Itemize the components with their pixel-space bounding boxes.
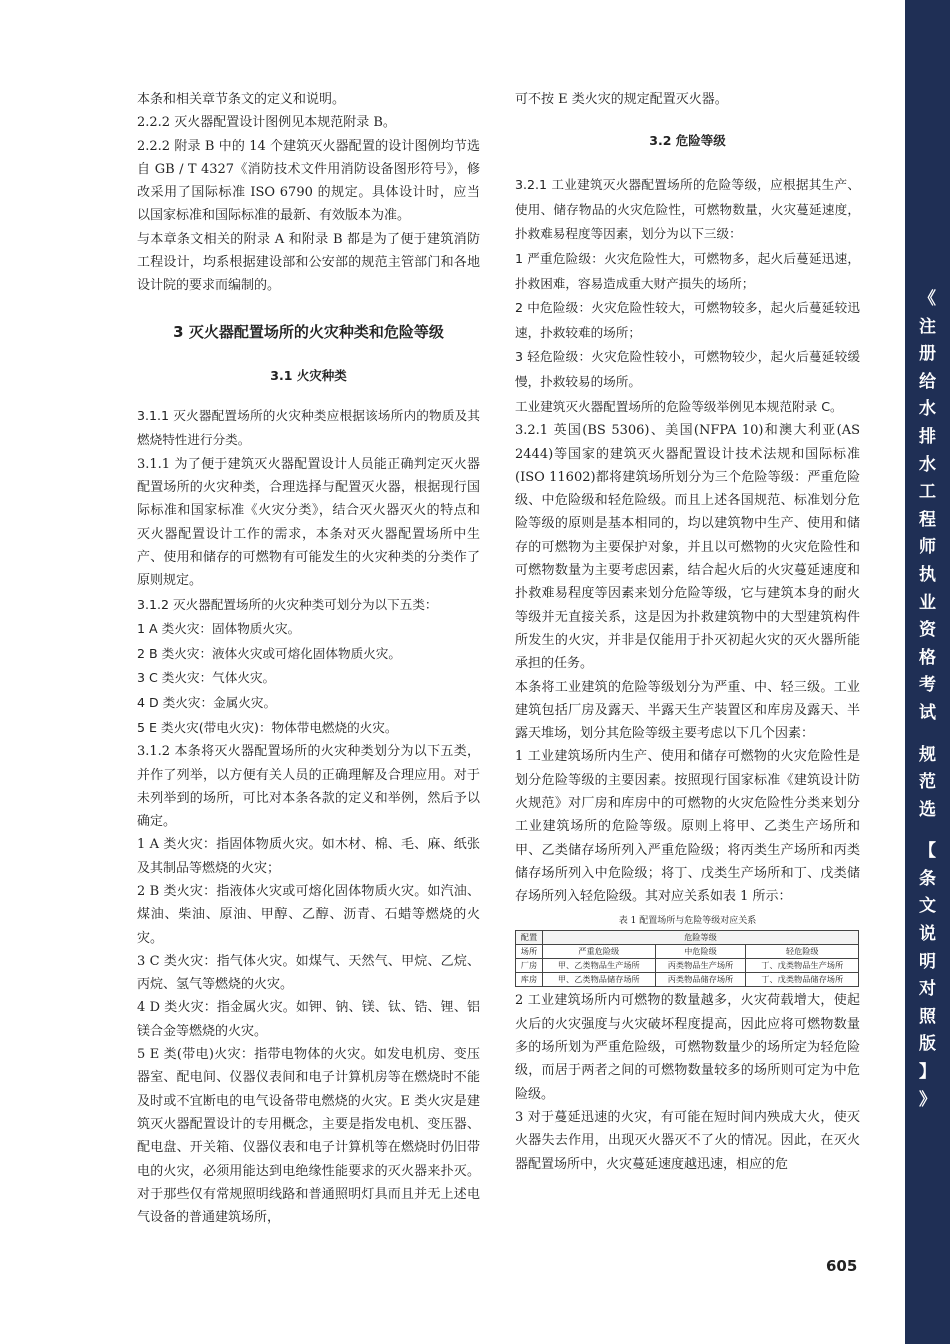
sidebar-char: 执: [919, 564, 936, 585]
table-row-label: 厂房: [516, 959, 543, 973]
right-column: [515, 88, 860, 1176]
sidebar-char: 《: [919, 289, 936, 309]
sidebar-char: 说: [919, 924, 936, 945]
sidebar-char: 试: [919, 702, 936, 723]
sidebar-char: 版: [919, 1034, 936, 1055]
table-corner-top: 配置: [516, 931, 543, 945]
left-column: [137, 88, 480, 1229]
sidebar-char: [918, 728, 938, 742]
sidebar-char: 水: [919, 399, 936, 420]
sidebar-char: 文: [919, 896, 936, 917]
table-title: 表 1 配置场所与危险等级对应关系: [618, 916, 757, 927]
clause-text: 3.1.2 灭火器配置场所的火灾种类可划分为以下五类：: [137, 596, 438, 612]
risk-level-table: [515, 930, 859, 987]
sidebar-char: 水: [919, 454, 936, 475]
clause-text: 工业建筑灭火器配置场所的危险等级举例见本规范附录 C。: [515, 398, 843, 414]
paragraph: 2 B 类火灾：指液体火灾或可熔化固体物质火灾。如汽油、煤油、柴油、原油、甲醇、乙醇、沥青、石蜡等燃烧的火灾。: [137, 883, 480, 946]
section-title: 3.1 火灾种类: [270, 367, 347, 383]
clause-text: 3.2.1 工业建筑灭火器配置场所的危险等级，应根据其生产、使用、储存物品的火灾危险性，可燃物数量，火灾蔓延速度，扑救难易程度等因素，划分为以下三级：: [515, 177, 860, 242]
paragraph: 2 工业建筑场所内可燃物的数量越多，火灾荷载增大，使起火后的火灾强度与火灾破坏程度提高，因此应将可燃物数量多的场所划为严重危险级，可燃物数量少的场所定为轻危险级，而居于两者之间的可燃物数量较多的场所则可定为中危险级。: [515, 993, 860, 1102]
sidebar-char: 工: [919, 482, 936, 503]
paragraph: 5 E 类(带电)火灾：指带电物体的火灾。如发电机房、变压器室、配电间、仪器仪表间和电子计算机房等在燃烧时不能及时或不宜断电的电气设备带电燃烧的火灾。E 类火灾是建筑灭火器配置设计的专用概念，主要是指发电机、变压器、配电盘、开关箱、仪器仪表和电子计算机等在燃烧时仍旧带电的火灾，必须用能达到电绝缘性能要求的灭火器来扑灭。对于那些仅有常规照明线路和普通照明灯具而且并无上述电气设备的普通建筑场所，: [137, 1047, 480, 1226]
paragraph: 本条将工业建筑的危险等级划分为严重、中、轻三级。工业建筑包括厂房及露天、半露天生产装置区和库房及露天、半露天堆场，划分其危险等级主要考虑以下几个因素：: [515, 679, 860, 742]
sidebar-char: 照: [919, 1006, 936, 1027]
sidebar-char: 师: [919, 537, 936, 558]
paragraph: 3.1.2 本条将灭火器配置场所的火灾种类划分为以下五类，并作了列举，以方便有关人员的正确理解及合理应用。对于未列举到的场所，可比对本条各款的定义和举例，然后予以确定。: [137, 744, 480, 830]
sidebar-char: 考: [919, 675, 936, 696]
clause-text: 3.1.1 灭火器配置场所的火灾种类应根据该场所内的物质及其燃烧特性进行分类。: [137, 407, 480, 448]
table-row: [516, 959, 859, 973]
table-row-label: 库房: [516, 973, 543, 987]
clause-item: 2 B 类火灾：液体火灾或可熔化固体物质火灾。: [137, 645, 401, 661]
sidebar-char: 选: [919, 799, 936, 820]
sidebar-char: 给: [919, 371, 936, 392]
table-corner-bottom: 场所: [516, 945, 543, 959]
sidebar-char: 资: [919, 620, 936, 641]
table-group-header: 危险等级: [543, 931, 859, 945]
sidebar-char: [918, 824, 938, 838]
table-cell: 甲、乙类物品生产场所: [543, 959, 656, 973]
clause-item: 3 轻危险级：火灾危险性较小，可燃物较少，起火后蔓延较缓慢，扑救较易的场所。: [515, 349, 860, 390]
paragraph: 3.2.1 英国(BS 5306)、美国(NFPA 10)和澳大利亚(AS 2444)等国家的建筑灭火器配置设计技术法规和国际标准(ISO 11602)都将建筑场所划分为三个危险等级：严重危险级、中危险级和轻危险级。而且上述各国规范、标准划分危险等级的原则是基本相同的，均以建筑物中生产、使用和储存的可燃物为主要保护对象，并且以可燃物的火灾危险性和可燃物数量为主要考虑因素，结合起火后的火灾蔓延速度和扑救难易程度等因素来划分危险等级，它与建筑本身的耐火等级并无直接关系，这是因为扑救建筑物中的大型建筑构件所发生的火灾，并非是仅能用于扑灭初起火灾的灭火器所能承担的任务。: [515, 423, 860, 672]
paragraph: 3 C 类火灾：指气体火灾。如煤气、天然气、甲烷、乙烷、丙烷、氢气等燃烧的火灾。: [137, 953, 480, 993]
table-header-row: [516, 931, 859, 945]
paragraph: 1 A 类火灾：指固体物质火灾。如木材、棉、毛、麻、纸张及其制品等燃烧的火灾；: [137, 837, 480, 876]
table-cell: 丙类物品生产场所: [655, 959, 746, 973]
table-cell: 甲、乙类物品储存场所: [543, 973, 656, 987]
sidebar-char: 明: [919, 951, 936, 972]
section-title: 3.2 危险等级: [649, 133, 726, 149]
page-number: 605: [826, 1257, 858, 1275]
sidebar-char: 范: [919, 772, 936, 793]
sidebar-char: 格: [919, 647, 936, 668]
sidebar-char: 】: [919, 1062, 936, 1083]
table-header-row: [516, 945, 859, 959]
table-cell: 丁、戊类物品储存场所: [746, 973, 859, 987]
sidebar-char: 条: [919, 868, 936, 889]
sidebar-char: 注: [919, 316, 936, 337]
sidebar-title: [905, 286, 950, 1114]
sidebar-char: 规: [919, 744, 936, 765]
sidebar-char: 排: [919, 426, 936, 447]
paragraph: 1 工业建筑场所内生产、使用和储存可燃物的火灾危险性是划分危险等级的主要因素。按照现行国家标准《建筑设计防火规范》对厂房和库房中的可燃物的火灾危险性分类来划分工业建筑场所的危险等级。原则上将甲、乙类生产场所和甲、乙类储存场所列入严重危险级；将丙类生产场所和丙类储存场所列入中危险级；将丁、戊类生产场所和丁、戊类储存场所列入轻危险级。其对应关系如表 1 所示：: [515, 749, 860, 905]
paragraph: 2.2.2 灭火器配置设计图例见本规范附录 B。: [137, 115, 396, 131]
chapter-title: 3 灭火器配置场所的火灾种类和危险等级: [173, 322, 444, 341]
table-row: [516, 973, 859, 987]
table-col-header: 中危险级: [655, 945, 746, 959]
table-col-header: 轻危险级: [746, 945, 859, 959]
table-col-header: 严重危险级: [543, 945, 656, 959]
sidebar-char: 对: [919, 979, 936, 1000]
paragraph: 3.1.1 为了便于建筑灭火器配置设计人员能正确判定灭火器配置场所的火灾种类，合理选择与配置灭火器，根据现行国际标准和国家标准《火灾分类》，结合灭火器灭火的特点和灭火器配置设计工作的需求，本条对灭火器配置场所中生产、使用和储存的可燃物有可能发生的火灾种类的分类作了原则规定。: [137, 456, 480, 589]
sidebar-char: 册: [919, 344, 936, 365]
sidebar-char: 【: [919, 841, 936, 862]
sidebar-char: 》: [919, 1089, 936, 1110]
paragraph: 本条和相关章节条文的定义和说明。: [137, 92, 346, 107]
paragraph: 2.2.2 附录 B 中的 14 个建筑灭火器配置的设计图例均节选自 GB / T 4327《消防技术文件用消防设备图形符号》，修改采用了国际标准 ISO 6790 的规定。具体设计时，应当以国家标准和国际标准的最新、有效版本为准。: [137, 138, 480, 224]
paragraph: 4 D 类火灾：指金属火灾。如钾、钠、镁、钛、锆、锂、铝镁合金等燃烧的火灾。: [137, 1000, 480, 1039]
clause-item: 1 A 类火灾：固体物质火灾。: [137, 621, 301, 637]
paragraph: 3 对于蔓延迅速的火灾，有可能在短时间内殃成大火，使灭火器失去作用，出现灭火器灭不了火的情况。因此，在灭火器配置场所中，火灾蔓延速度越迅速，相应的危: [515, 1109, 860, 1172]
sidebar-char: 程: [919, 509, 936, 530]
paragraph: 可不按 E 类火灾的规定配置灭火器。: [515, 92, 728, 107]
clause-item: 4 D 类火灾：金属火灾。: [137, 695, 277, 711]
sidebar-banner: [905, 0, 950, 1344]
clause-item: 5 E 类火灾(带电火灾)：物体带电燃烧的火灾。: [137, 719, 398, 735]
paragraph: 与本章条文相关的附录 A 和附录 B 都是为了便于建筑消防工程设计，均系根据建设部和公安部的规范主管部门和各地设计院的要求而编制的。: [137, 231, 480, 294]
table-cell: 丁、戊类物品生产场所: [746, 959, 859, 973]
table-cell: 丙类物品储存场所: [655, 973, 746, 987]
sidebar-char: 业: [919, 592, 936, 613]
clause-item: 3 C 类火灾：气体火灾。: [137, 670, 276, 686]
clause-item: 1 严重危险级：火灾危险性大，可燃物多，起火后蔓延迅速，扑救困难，容易造成重大财产损失的场所；: [515, 251, 860, 291]
clause-item: 2 中危险级：火灾危险性较大，可燃物较多，起火后蔓延较迅速，扑救较难的场所；: [515, 300, 860, 340]
